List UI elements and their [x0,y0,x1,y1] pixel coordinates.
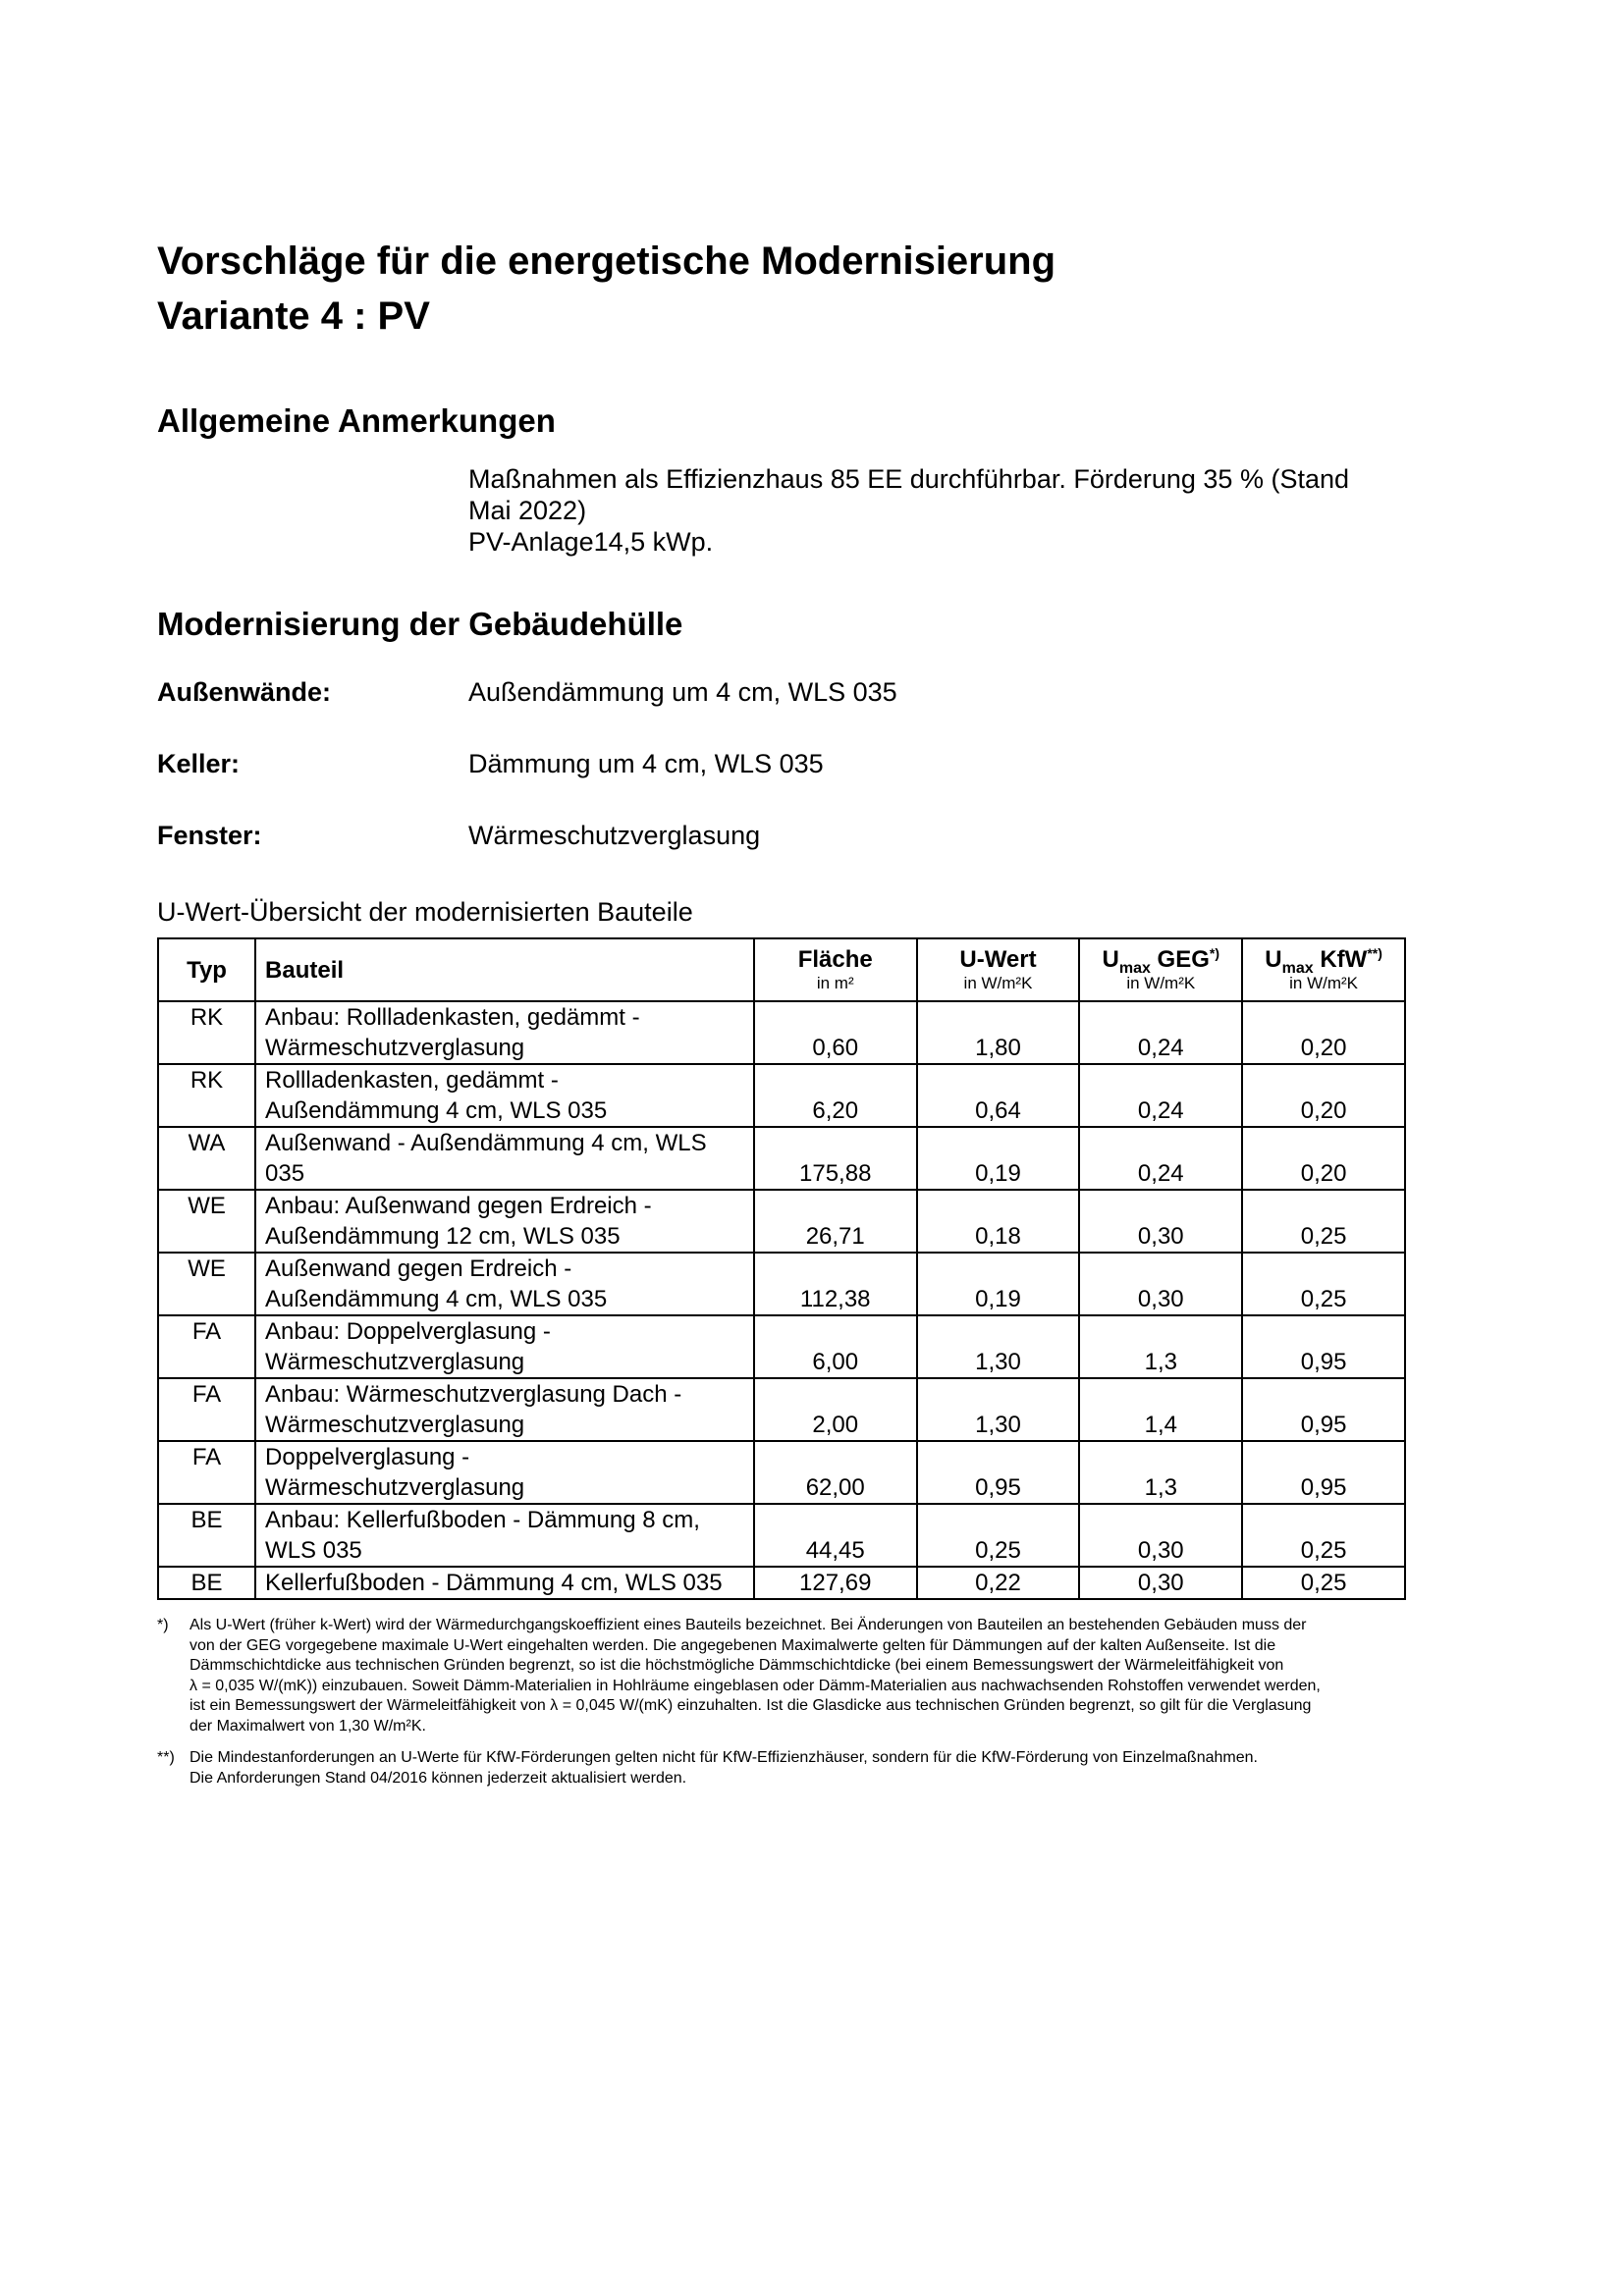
cell-flaeche: 62,00 [754,1441,917,1504]
cell-bauteil: Anbau: Wärmeschutzverglasung Dach - Wärmeschutzverglasung [255,1378,754,1441]
cell-umax-kfw: 0,20 [1242,1001,1405,1064]
header-umax-geg-label: $U_{max}$ GEG*) [1102,945,1220,977]
cell-uwert: 1,30 [917,1315,1080,1378]
page-title: Vorschläge für die energetische Modernisierung [157,240,1056,283]
cell-bauteil: Anbau: Doppelverglasung - Wärmeschutzverglasung [255,1315,754,1378]
u-value-table [157,937,1406,1600]
cell-bauteil: Rollladenkasten, gedämmt - Außendämmung 4 cm, WLS 035 [255,1064,754,1127]
header-flaeche-label: Fläche [797,946,873,973]
table-row [158,1567,1405,1599]
header-umax-geg-unit: in W/m²K [1126,974,1196,992]
cell-umax-kfw: 0,25 [1242,1190,1405,1253]
cell-typ: FA [158,1441,255,1504]
cell-uwert: 0,19 [917,1127,1080,1190]
cell-umax-geg: 0,30 [1079,1504,1242,1567]
table-row [158,1441,1405,1504]
cell-umax-geg: 0,24 [1079,1064,1242,1127]
footnote-text: Die Mindestanforderungen an U-Werte für KfW-Förderungen gelten nicht für KfW-Effizienzhäuser, sondern für die KfW-Förderung von Einzelmaßnahmen. Die Anforderungen Stand 04/2016 können jederzeit aktualisiert werden. [189,1749,1258,1787]
cell-uwert: 0,95 [917,1441,1080,1504]
cell-flaeche: 127,69 [754,1567,917,1599]
table-row [158,1378,1405,1441]
table-row [158,1253,1405,1315]
cell-umax-geg: 0,30 [1079,1567,1242,1599]
cell-bauteil: Anbau: Kellerfußboden - Dämmung 8 cm, WLS 035 [255,1504,754,1567]
footnote-mark: *) [157,1617,169,1633]
cell-typ: FA [158,1315,255,1378]
general-remark-line: PV-Anlage14,5 kWp. [468,527,714,557]
cell-bauteil: Außenwand gegen Erdreich - Außendämmung 4 cm, WLS 035 [255,1253,754,1315]
cell-umax-geg: 0,30 [1079,1190,1242,1253]
header-flaeche [754,938,917,1001]
cell-uwert: 1,80 [917,1001,1080,1064]
cell-flaeche: 6,20 [754,1064,917,1127]
cell-bauteil: Anbau: Rollladenkasten, gedämmt - Wärmeschutzverglasung [255,1001,754,1064]
cell-uwert: 0,25 [917,1504,1080,1567]
cell-umax-kfw: 0,20 [1242,1127,1405,1190]
cell-typ: WE [158,1253,255,1315]
page-subtitle: Variante 4 : PV [157,294,430,338]
table-row [158,1127,1405,1190]
cell-bauteil: Kellerfußboden - Dämmung 4 cm, WLS 035 [255,1567,754,1599]
cell-typ: BE [158,1567,255,1599]
cell-flaeche: 6,00 [754,1315,917,1378]
table-row [158,1064,1405,1127]
envelope-value-walls: Außendämmung um 4 cm, WLS 035 [468,677,897,707]
header-umax-kfw [1242,938,1405,1001]
table-row [158,1504,1405,1567]
header-umax-geg [1079,938,1242,1001]
table-header-row [158,938,1405,1001]
header-uwert-unit: in W/m²K [963,974,1033,992]
envelope-value-windows: Wärmeschutzverglasung [468,821,761,850]
footnote-umax-geg [157,1616,1414,1743]
cell-bauteil: Doppelverglasung - Wärmeschutzverglasung [255,1441,754,1504]
cell-bauteil: Außenwand - Außendämmung 4 cm, WLS 035 [255,1127,754,1190]
cell-umax-kfw: 0,95 [1242,1378,1405,1441]
cell-umax-geg: 0,24 [1079,1001,1242,1064]
footnote-text: Als U-Wert (früher k-Wert) wird der Wärmedurchgangskoeffizient eines Bauteils bezeichnet. Bei Änderungen von Bauteilen an bestehenden Gebäuden muss der von der GEG vorgegebene maximale U-Wert eingehalten werden. Die angegebenen Maximalwerte gelten für Dämmungen auf der kalten Außenseite. Ist die Dämmschichtdicke aus technischen Gründen begrenzt, so ist die höchstmögliche Dämmschichtdicke (bei einem Bemessungswert der Wärmeleitfähigkeit von λ = 0,035 W/(mK)) einzubauen. Soweit Dämm-Materialien in Hohlräume eingeblasen oder Dämm-Materialien aus nachwachsenden Rohstoffen verwendet werden, ist ein Bemessungswert der Wärmeleitfähigkeit von λ = 0,045 W/(mK) einzuhalten. Ist die Glasdicke aus technischen Gründen begrenzt, so gilt für die Verglasung der Maximalwert von 1,30 W/m²K. [189,1617,1321,1735]
table-row [158,1190,1405,1253]
cell-uwert: 0,22 [917,1567,1080,1599]
cell-typ: RK [158,1064,255,1127]
cell-flaeche: 112,38 [754,1253,917,1315]
general-remark-line: Mai 2022) [468,496,587,525]
cell-uwert: 1,30 [917,1378,1080,1441]
cell-uwert: 0,18 [917,1190,1080,1253]
section-heading-envelope: Modernisierung der Gebäudehülle [157,606,683,642]
cell-umax-kfw: 0,25 [1242,1504,1405,1567]
header-typ: Typ [158,938,255,1001]
header-umax-kfw-unit: in W/m²K [1289,974,1359,992]
cell-flaeche: 0,60 [754,1001,917,1064]
cell-umax-kfw: 0,25 [1242,1253,1405,1315]
envelope-label-basement: Keller: [157,749,241,778]
cell-uwert: 0,19 [917,1253,1080,1315]
cell-typ: WA [158,1127,255,1190]
cell-flaeche: 2,00 [754,1378,917,1441]
cell-umax-geg: 1,3 [1079,1315,1242,1378]
footnote-mark: **) [157,1749,175,1766]
table-row [158,1315,1405,1378]
cell-umax-kfw: 0,20 [1242,1064,1405,1127]
envelope-label-windows: Fenster: [157,821,262,850]
envelope-label-walls: Außenwände: [157,677,332,707]
footnote-umax-kfw [157,1748,1414,1792]
cell-flaeche: 175,88 [754,1127,917,1190]
cell-uwert: 0,64 [917,1064,1080,1127]
cell-flaeche: 26,71 [754,1190,917,1253]
general-remark-line: Maßnahmen als Effizienzhaus 85 EE durchführbar. Förderung 35 % (Stand [468,464,1350,494]
cell-umax-geg: 1,3 [1079,1441,1242,1504]
cell-typ: WE [158,1190,255,1253]
header-flaeche-unit: in m² [816,974,854,992]
envelope-value-basement: Dämmung um 4 cm, WLS 035 [468,749,824,778]
cell-typ: RK [158,1001,255,1064]
cell-flaeche: 44,45 [754,1504,917,1567]
cell-umax-geg: 0,30 [1079,1253,1242,1315]
cell-typ: FA [158,1378,255,1441]
header-umax-kfw-label: $U_{max}$ KfW**) [1265,945,1382,977]
cell-umax-geg: 0,24 [1079,1127,1242,1190]
cell-umax-kfw: 0,25 [1242,1567,1405,1599]
section-heading-general: Allgemeine Anmerkungen [157,402,556,439]
cell-umax-geg: 1,4 [1079,1378,1242,1441]
general-remarks [468,463,1411,558]
cell-typ: BE [158,1504,255,1567]
cell-umax-kfw: 0,95 [1242,1441,1405,1504]
table-caption: U-Wert-Übersicht der modernisierten Bauteile [157,897,693,927]
cell-umax-kfw: 0,95 [1242,1315,1405,1378]
header-uwert-label: U-Wert [959,946,1037,973]
header-bauteil: Bauteil [255,938,754,1001]
table-row [158,1001,1405,1064]
cell-bauteil: Anbau: Außenwand gegen Erdreich - Außendämmung 12 cm, WLS 035 [255,1190,754,1253]
header-uwert [917,938,1080,1001]
